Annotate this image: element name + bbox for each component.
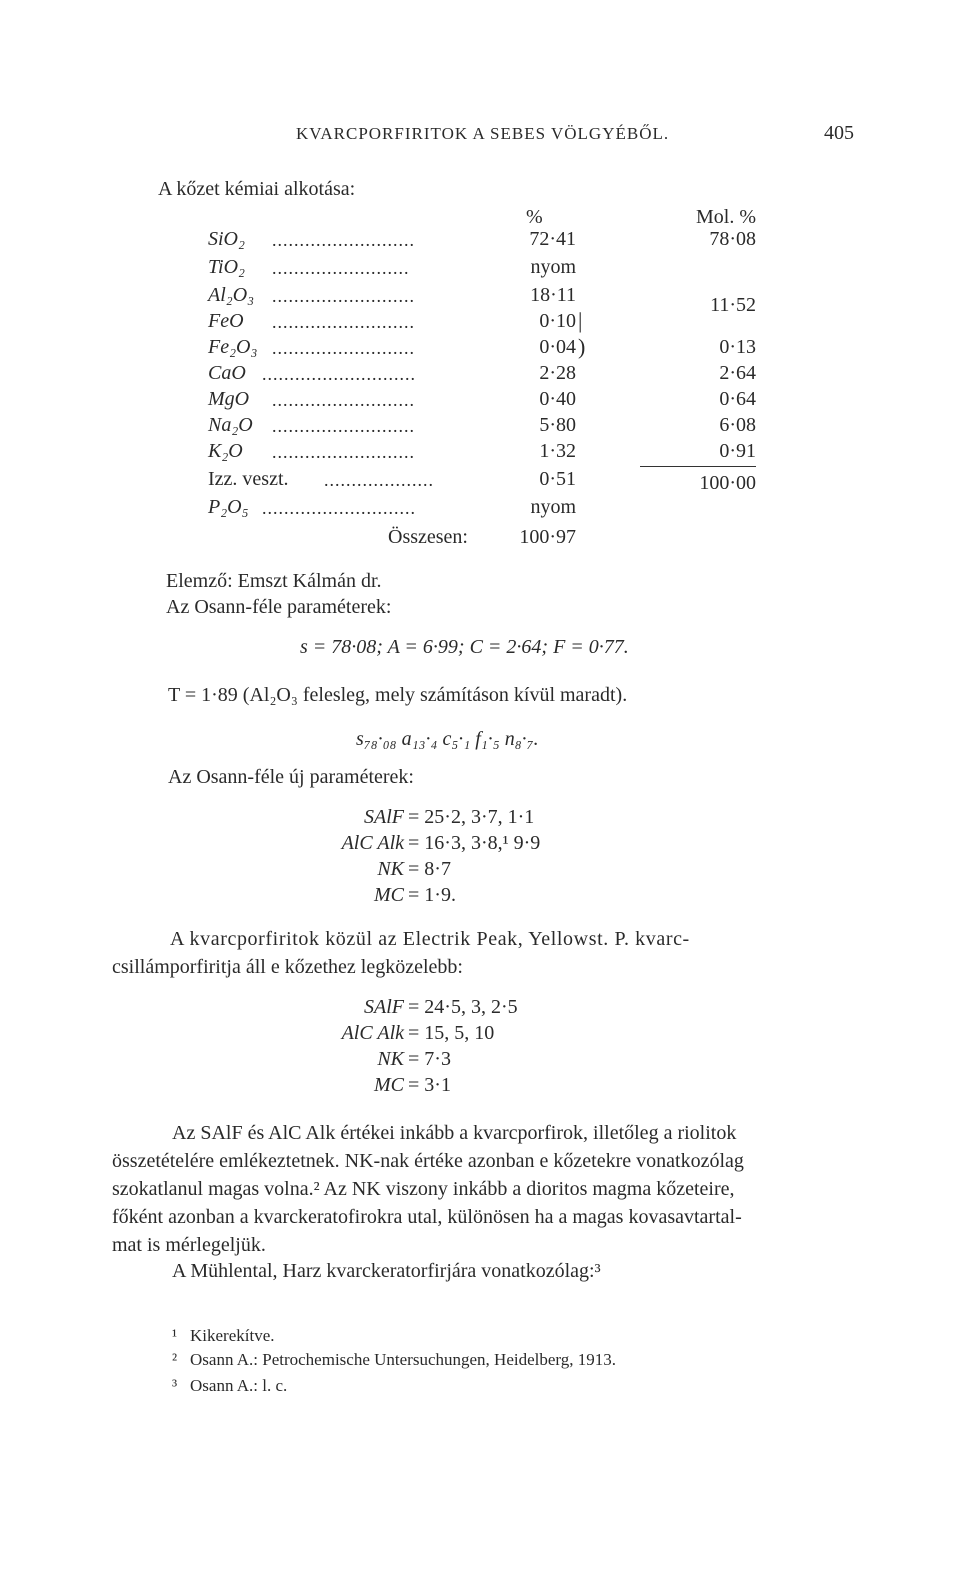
row-name: K₂O [208, 440, 243, 462]
paragraph-line: főként azonban a kvarckeratofirokra utal, különösen ha a magas kovasavtartal- [112, 1206, 742, 1228]
paragraph-line: Az SAlF és AlC Alk értékei inkább a kvarcporfirok, illetőleg a riolitok [172, 1122, 737, 1144]
col-percent-header: % [526, 206, 543, 228]
param-lhs: MC [374, 884, 404, 906]
row-name: FeO [208, 310, 244, 332]
footnote-mark: ¹ [172, 1326, 178, 1345]
row-name: Al₂O₃ [208, 284, 255, 306]
leader-dots: .......................... [272, 442, 415, 462]
paragraph-line: összetételére emlékeztetnek. NK-nak értéke azonban e kőzetekre vonatkozólag [112, 1150, 744, 1172]
row-percent: nyom [530, 496, 576, 518]
param-rhs: = 3·1 [408, 1074, 451, 1096]
brace-icon: | [578, 308, 583, 333]
row-percent: 72·41 [529, 228, 576, 250]
param-rhs: = 24·5, 3, 2·5 [408, 996, 518, 1018]
page-number: 405 [824, 122, 854, 144]
row-mol-combined: 11·52 [710, 294, 756, 316]
param-rhs: = 8·7 [408, 858, 451, 880]
row-name: SiO₂ [208, 228, 245, 250]
row-percent: 5·80 [539, 414, 576, 436]
row-mol: 0·13 [719, 336, 756, 358]
row-name: MgO [208, 388, 250, 410]
paragraph-line: szokatlanul magas volna.² Az NK viszony inkább a dioritos magma kőzeteire, [112, 1178, 735, 1200]
paragraph-line: A kvarcporfiritok közül az Electrik Peak, Yellowst. P. kvarc- [170, 928, 690, 950]
analyst-line: Elemző: Emszt Kálmán dr. [166, 570, 382, 592]
col-mol-header: Mol. % [696, 206, 756, 228]
leader-dots: .......................... [272, 286, 415, 306]
total-value: 100·97 [519, 526, 576, 548]
intro-text: A kőzet kémiai alkotása: [158, 178, 356, 200]
row-mol: 78·08 [709, 228, 756, 250]
param-lhs: MC [374, 1074, 404, 1096]
row-mol: 6·08 [719, 414, 756, 436]
row-percent: 1·32 [539, 440, 576, 462]
leader-dots: ............................ [262, 364, 416, 384]
footnote-text: Osann A.: Petrochemische Untersuchungen, Heidelberg, 1913. [190, 1350, 617, 1369]
row-name: Fe₂O₃ [208, 336, 258, 358]
row-percent: 0·04 [539, 336, 576, 358]
t-line: T = 1·89 (Al₂O₃ felesleg, mely számításon kívül maradt). [168, 684, 628, 706]
mol-total: 100·00 [699, 472, 756, 494]
footnote-mark: ³ [172, 1376, 178, 1395]
row-percent: 0·51 [539, 468, 576, 490]
leader-dots: ......................... [272, 258, 410, 278]
param-lhs: NK [377, 1048, 404, 1070]
sum-rule [640, 466, 756, 467]
osann-params: s = 78·08; A = 6·99; C = 2·64; F = 0·77. [300, 636, 629, 658]
row-name: Izz. veszt. [208, 468, 289, 490]
row-name: TiO₂ [208, 256, 245, 278]
row-percent: 0·40 [539, 388, 576, 410]
row-name: CaO [208, 362, 246, 384]
paragraph-line: A Mühlental, Harz kvarckeratorfirjára vonatkozólag:³ [172, 1260, 601, 1282]
brace-icon: ) [578, 334, 586, 359]
row-percent: nyom [530, 256, 576, 278]
osann-label: Az Osann-féle paraméterek: [166, 596, 392, 618]
row-name: Na₂O [208, 414, 253, 436]
leader-dots: .......................... [272, 338, 415, 358]
footnote-text: Osann A.: l. c. [190, 1376, 288, 1395]
leader-dots: .......................... [272, 390, 415, 410]
row-mol: 2·64 [719, 362, 756, 384]
row-percent: 0·10 [539, 310, 576, 332]
running-title: KVARCPORFIRITOK A SEBES VÖLGYÉBŐL. [296, 124, 670, 143]
param-lhs: AlC Alk [341, 832, 404, 854]
paragraph-line: mat is mérlegeljük. [112, 1234, 266, 1256]
row-percent: 2·28 [539, 362, 576, 384]
leader-dots: .......................... [272, 230, 415, 250]
leader-dots: .................... [324, 470, 434, 490]
leader-dots: .......................... [272, 312, 415, 332]
leader-dots: ............................ [262, 498, 416, 518]
param-lhs: NK [377, 858, 404, 880]
footnote-text: Kikerekítve. [190, 1326, 275, 1345]
param-rhs: = 7·3 [408, 1048, 451, 1070]
total-label: Összesen: [388, 526, 468, 548]
osann-formula: s₇₈·₀₈ a₁₃·₄ c₅·₁ f₁·₅ n₈·₇. [356, 728, 539, 750]
param-lhs: SAlF [364, 806, 404, 828]
leader-dots: .......................... [272, 416, 415, 436]
footnote-mark: ² [172, 1350, 178, 1369]
new-params-label: Az Osann-féle új paraméterek: [168, 766, 414, 788]
param-rhs: = 25·2, 3·7, 1·1 [408, 806, 535, 828]
param-rhs: = 1·9. [408, 884, 456, 906]
param-rhs: = 15, 5, 10 [408, 1022, 495, 1044]
param-lhs: SAlF [364, 996, 404, 1018]
param-rhs: = 16·3, 3·8,¹ 9·9 [408, 832, 541, 854]
row-percent: 18·11 [530, 284, 576, 306]
paragraph-line: csillámporfiritja áll e kőzethez legközelebb: [112, 956, 463, 978]
row-mol: 0·91 [719, 440, 756, 462]
param-lhs: AlC Alk [341, 1022, 404, 1044]
row-name: P₂O₅ [208, 496, 249, 518]
row-mol: 0·64 [719, 388, 756, 410]
